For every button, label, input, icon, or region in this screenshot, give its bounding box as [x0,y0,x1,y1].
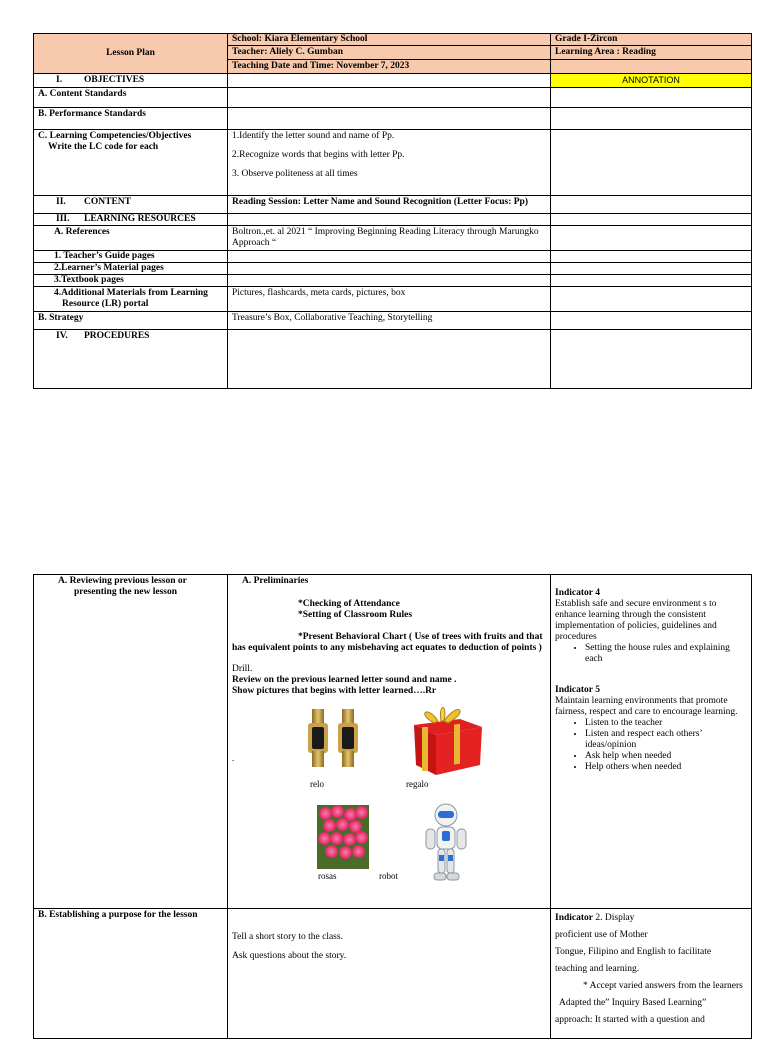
strategy-label: B. Strategy [34,312,228,330]
indicator-2-line5: * Accept varied answers from the learners [583,981,743,991]
rules-item: *Setting of Classroom Rules [298,610,413,620]
textbook-value [228,275,551,287]
content-value: Reading Session: Letter Name and Sound Recognition (Letter Focus: Pp) [228,196,551,214]
roses-image [317,805,369,869]
competencies-label-line1: C. Learning Competencies/Objectives [38,131,192,141]
rosas-caption: rosas [318,871,337,881]
teaching-date: Teaching Date and Time: November 7, 2023 [228,60,551,74]
additional-materials-line2: Resource (LR) portal [62,299,149,309]
gift-icon [408,699,486,777]
drill-label: Drill. [232,664,253,674]
grade-blank-cell [551,60,752,74]
procedures-annotation [551,330,752,389]
competencies-annotation [551,130,752,196]
indicator-5-text: Maintain learning environments that promote fairness, respect and care to encourage learning. [555,696,738,717]
content-standards-label: A. Content Standards [34,88,228,108]
regalo-caption: regalo [406,779,429,789]
objectives-heading [34,74,228,88]
relo-caption: relo [310,779,324,789]
procedures-table [33,574,752,1039]
lesson-plan-title: Lesson Plan [34,34,228,74]
strategy-annotation [551,312,752,330]
competency-1: 1.Identify the letter sound and name of Pp. [232,131,395,141]
teachers-guide-label: 1. Teacher’s Guide pages [34,251,228,263]
references-annotation [551,226,752,251]
school-name: School: Kiara Elementary School [228,34,551,46]
indicator-5-list [555,718,747,773]
review-line2: Show pictures that begins with letter learned….Rr [232,686,437,696]
objectives-value [228,74,551,88]
resources-num: III. [56,214,70,224]
robot-icon [420,803,472,883]
content-heading [34,196,228,214]
procedures-value [228,330,551,389]
competencies-label-line2: Write the LC code for each [48,142,159,152]
learners-material-label: 2.Learner’s Material pages [34,263,228,275]
indicator-5-bullet: • Ask help when needed [585,751,747,762]
resources-value [228,214,551,226]
establishing-purpose-label: B. Establishing a purpose for the lesson [34,909,228,1039]
additional-materials-label [34,287,228,312]
indicator-2-line4: teaching and learning. [555,964,640,974]
watch-icon [308,709,328,767]
establishing-purpose-content [228,909,551,1039]
reviewing-lesson-content [228,575,551,909]
indicator-4-title: Indicator 4 [555,588,600,598]
learning-area: Learning Area : Reading [551,46,752,60]
performance-standards-annotation [551,108,752,130]
indicator-5-bullet: • Listen and respect each others’ ideas/opinion [585,729,747,751]
resources-heading [34,214,228,226]
resources-annotation [551,214,752,226]
establishing-purpose-annotation [551,909,752,1039]
review-line1: Review on the previous learned letter sound and name . [232,675,457,685]
indicator-2-title: Indicator [555,913,593,923]
indicator-2-line2: proficient use of Mother [555,930,648,940]
indicator-5-bullet: • Help others when needed [585,762,747,773]
competency-3: 3. Observe politeness at all times [232,169,358,179]
content-standards-annotation [551,88,752,108]
competency-2: 2.Recognize words that begins with letter Pp. [232,150,405,160]
procedures-label: PROCEDURES [84,331,150,341]
lesson-plan-header-table [33,33,752,389]
story-item: Tell a short story to the class. [232,932,343,942]
content-standards-value [228,88,551,108]
pictures-area [232,697,546,883]
performance-standards-value [228,108,551,130]
additional-materials-line1: 4.Additional Materials from Learning [54,288,208,298]
reviewing-lesson-label [34,575,228,909]
references-label: A. References [34,226,228,251]
stray-dot: . [232,753,235,763]
textbook-annotation [551,275,752,287]
indicator-2-line1: 2. Display [593,913,635,923]
performance-standards-label: B. Performance Standards [34,108,228,130]
resources-label: LEARNING RESOURCES [84,214,196,224]
teachers-guide-annotation [551,251,752,263]
content-annotation [551,196,752,214]
indicator-4-list [555,643,747,665]
indicator-4-text: Establish safe and secure environment s to enhance learning through the consistent implementation of policies, guidelines and procedures [555,599,717,642]
indicator-2-line3: Tongue, Filipino and English to facilitate [555,947,712,957]
strategy-value: Treasure’s Box, Collaborative Teaching, Storytelling [228,312,551,330]
behavioral-chart-item: *Present Behavioral Chart ( Use of trees with fruits and that has equivalent points to any misbehaving act equates to deduction of points ) [232,632,543,653]
objectives-label: OBJECTIVES [84,75,145,85]
indicator-2-line6: Adapted the” Inquiry Based Learning” [559,998,707,1008]
procedures-heading [34,330,228,389]
robot-caption: robot [379,871,398,881]
teachers-guide-value [228,251,551,263]
indicator-2-line7: approach: It started with a question and [555,1015,705,1025]
watch-icon-2 [338,709,358,767]
preliminaries-heading: A. Preliminaries [242,576,309,586]
reviewing-lesson-line1: A. Reviewing previous lesson or [58,576,187,586]
reviewing-lesson-line2: presenting the new lesson [74,587,178,597]
indicator-5-bullet: • Listen to the teacher [585,718,747,729]
additional-materials-value: Pictures, flashcards, meta cards, pictures, box [228,287,551,312]
procedures-num: IV. [56,331,68,341]
content-label: CONTENT [84,197,131,207]
competencies-value [228,130,551,196]
attendance-item: *Checking of Attendance [298,599,400,609]
questions-item: Ask questions about the story. [232,951,347,961]
additional-materials-annotation [551,287,752,312]
objectives-num: I. [56,75,63,85]
indicator-5-title: Indicator 5 [555,685,600,695]
indicator-4-bullet: • Setting the house rules and explaining each [585,643,747,665]
textbook-label: 3.Textbook pages [34,275,228,287]
competencies-label [34,130,228,196]
teacher-name: Teacher: Aliely C. Gumban [228,46,551,60]
watch-image [304,707,364,771]
learners-material-value [228,263,551,275]
grade-section: Grade I-Zircon [551,34,752,46]
references-value: Boltron.,et. al 2021 “ Improving Beginning Reading Literacy through Marungko Approach “ [228,226,551,251]
learners-material-annotation [551,263,752,275]
content-num: II. [56,197,66,207]
reviewing-lesson-annotation [551,575,752,909]
annotation-heading: ANNOTATION [551,74,752,88]
